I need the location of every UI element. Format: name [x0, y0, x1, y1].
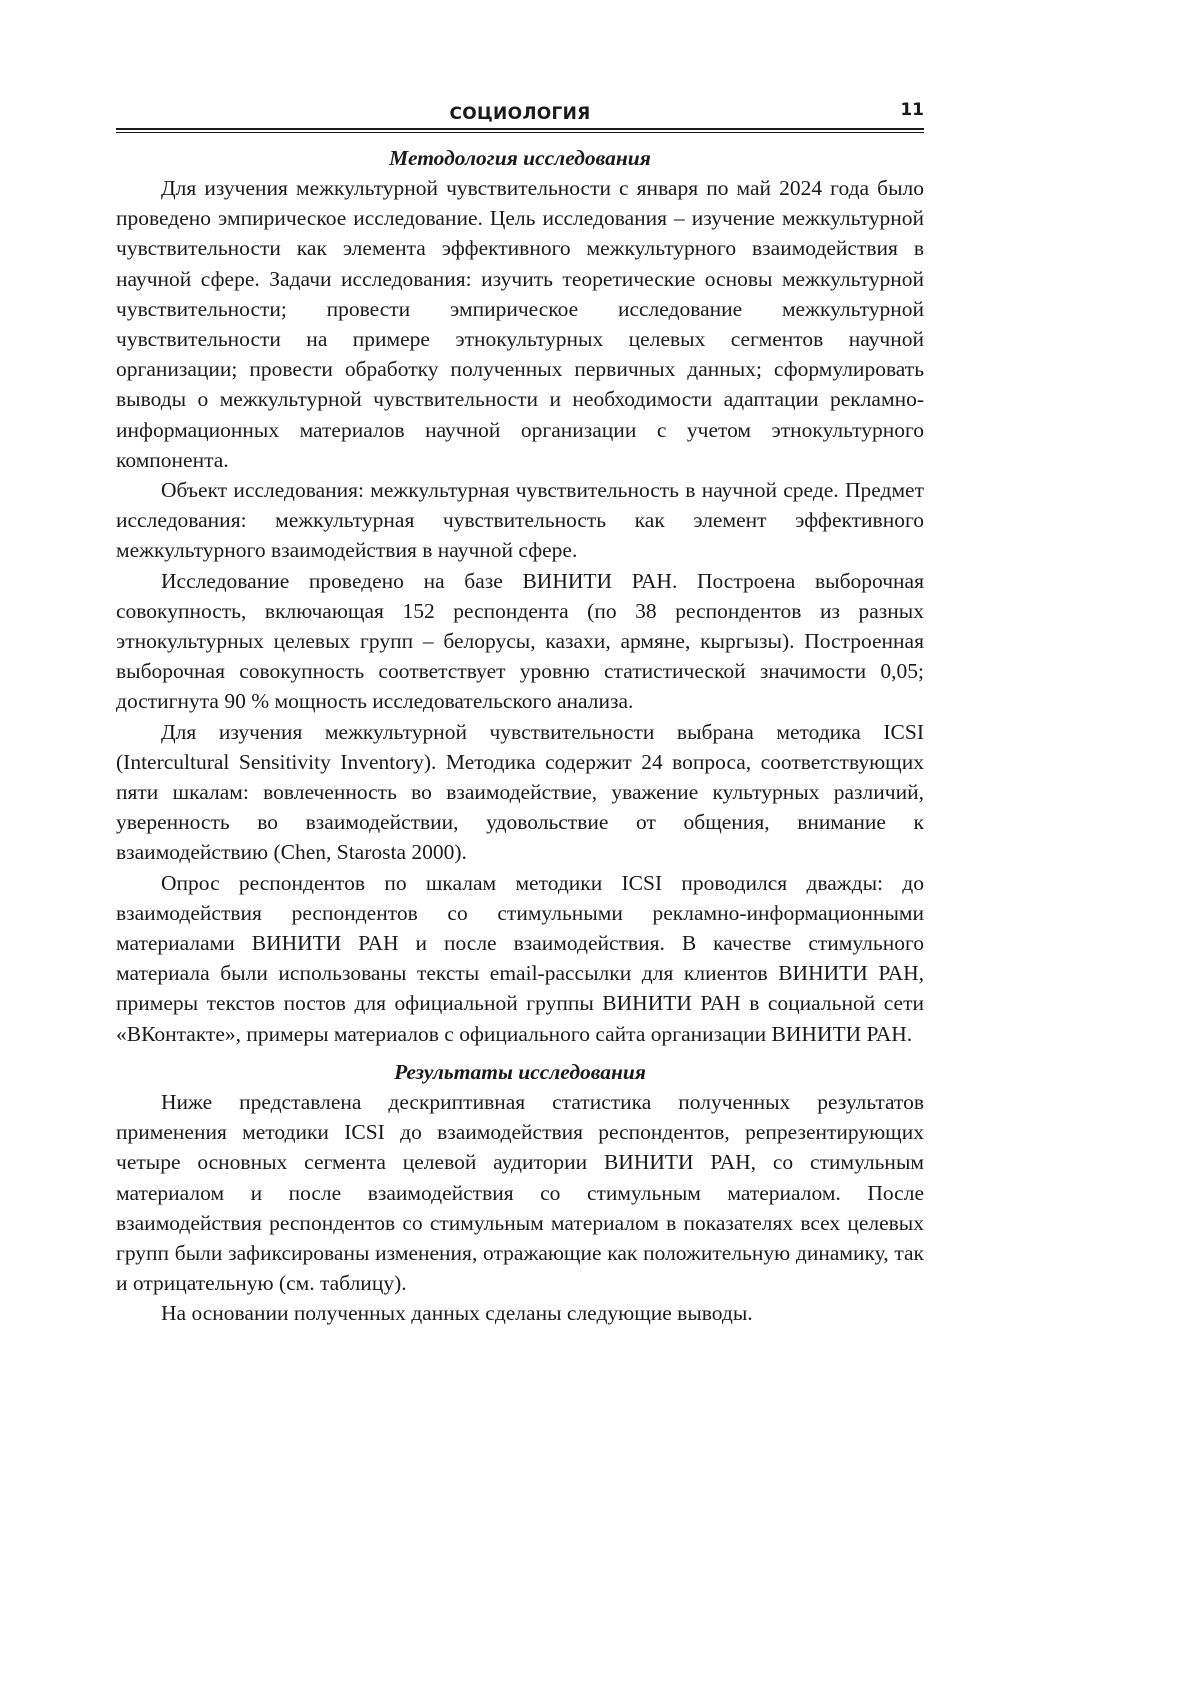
page-number: 11: [900, 100, 924, 120]
paragraph: На основании полученных данных сделаны следующие выводы.: [161, 1301, 753, 1326]
paragraph: Объект исследования: межкультурная чувствительность в научной среде. Предмет исследования: межкультурная чувствительность как элемент эффективного межкультурного взаимодействия в научной сфере.: [116, 478, 924, 563]
section-heading: Результаты исследования: [394, 1059, 646, 1084]
article-body: [116, 143, 924, 1329]
section-methodology: [116, 143, 924, 1049]
paragraph: Для изучения межкультурной чувствительности с января по май 2024 года было проведено эмпирическое исследование. Цель исследования – изучение межкультурной чувствительности как элемента эффективного межкультурного взаимодействия в научной сфере. Задачи исследования: изучить теоретические основы межкультурной чувствительности; провести эмпирическое исследование межкультурной чувствительности на примере этнокультурных целевых сегментов научной организации; провести обработку полученных первичных данных; сформулировать выводы о межкультурной чувствительности и необходимости адаптации рекламно-информационных материалов научной организации с учетом этнокультурного компонента.: [116, 176, 924, 472]
section-heading: Методология исследования: [389, 146, 651, 170]
section-results: [116, 1057, 924, 1329]
header-rule-thin: [116, 132, 924, 133]
running-header: [116, 96, 924, 126]
running-title: СОЦИОЛОГИЯ: [449, 104, 591, 124]
paragraph: Исследование проведено на базе ВИНИТИ РАН. Построена выборочная совокупность, включающая 152 респондента (по 38 респондентов из разных этнокультурных целевых групп – белорусы, казахи, армяне, кыргызы). Построенная выборочная совокупность соответствует уровню статистической значимости 0,05; достигнута 90 % мощность исследовательского анализа.: [116, 568, 924, 714]
paragraph: Для изучения межкультурной чувствительности выбрана методика ICSI (Intercultural Sensitivity Inventory). Методика содержит 24 вопроса, соответствующих пяти шкалам: вовлеченность во взаимодействие, уважение культурных различий, уверенность во взаимодействии, удовольствие от общения, внимание к взаимодействию (Chen, Starosta 2000).: [116, 719, 924, 865]
paragraph: Опрос респондентов по шкалам методики ICSI проводился дважды: до взаимодействия респондентов со стимульными рекламно-информационными материалами ВИНИТИ РАН и после взаимодействия. В качестве стимульного материала были использованы тексты email-рассылки для клиентов ВИНИТИ РАН, примеры текстов постов для официальной группы ВИНИТИ РАН в социальной сети «ВКонтакте», примеры материалов с официального сайта организации ВИНИТИ РАН.: [116, 870, 924, 1046]
document-page: [116, 96, 924, 1329]
paragraph: Ниже представлена дескриптивная статистика полученных результатов применения методики ICSI до взаимодействия респондентов, репрезентирующих четыре основных сегмента целевой аудитории ВИНИТИ РАН, со стимульным материалом и после взаимодействия со стимульным материалом. После взаимодействия респондентов со стимульным материалом в показателях всех целевых групп были зафиксированы изменения, отражающие как положительную динамику, так и отрицательную (см. таблицу).: [116, 1089, 924, 1296]
header-rule-thick: [116, 128, 924, 130]
